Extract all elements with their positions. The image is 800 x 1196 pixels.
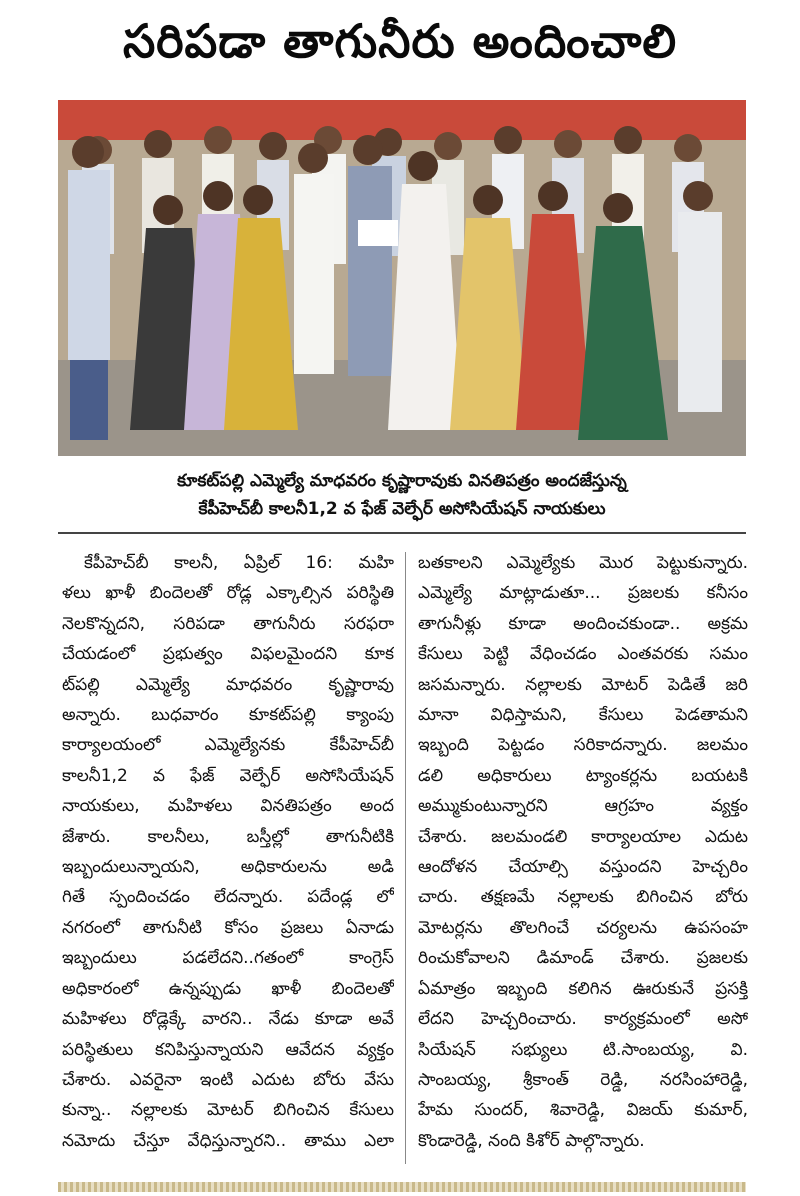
news-photo — [58, 100, 746, 456]
body-line: కార్యాలయంలో ఎమ్మెల్యేనకు కేపీహెచ్‌బీ — [62, 735, 394, 756]
body-line: సాంబయ్య, శ్రీకాంత్ రెడ్డి, నరసింహారెడ్డి, — [418, 1069, 748, 1090]
body-line: కాలనీ1,2 వ ఫేజ్ వెల్ఫేర్ అసోసియేషన్ — [62, 765, 394, 786]
headline: సరిపడా తాగునీరు అందించాలి — [122, 14, 678, 68]
body-line: లేదని హెచ్చరించారు. కార్యక్రమంలో అసో — [418, 1009, 748, 1030]
body-line: ఇబ్బందులు పడలేదని..గతంలో కాంగ్రెస్ — [62, 948, 394, 969]
body-line: గితే స్పందించడం లేదన్నారు. పదేండ్ల లో — [62, 887, 394, 908]
body-line: ఇబ్బంది పెట్టడం సరికాదన్నారు. జలమం — [418, 735, 748, 756]
body-line: కేపీహెచ్‌బీ కాలనీ, ఏప్రిల్ 16: మహి — [84, 553, 394, 573]
group-photo-icon — [58, 100, 746, 456]
body-line: చేశారు. ఎవరైనా ఇంటి ఎదుట బోరు వేసు — [62, 1069, 394, 1090]
body-line: సియేషన్ సభ్యులు టి.సాంబయ్య, వి. — [418, 1039, 748, 1060]
body-line: చేయడంలో ప్రభుత్వం విఫలమైందని కూక — [62, 644, 394, 665]
body-line: మహిళలు రోడ్లెక్కే వారని.. నేడు కూడా అవే — [62, 1009, 394, 1030]
body-line: నాయకులు, మహిళలు వినతిపత్రం అంద — [62, 796, 394, 817]
body-line: అన్నారు. బుధవారం కూకట్‌పల్లి క్యాంపు — [62, 705, 394, 726]
body-line: ఆందోళన చేయాల్సి వస్తుందని హెచ్చరిం — [418, 857, 748, 878]
body-line: అమ్ముకుంటున్నారని ఆగ్రహం వ్యక్తం — [418, 796, 748, 817]
photo-caption — [58, 458, 746, 534]
body-line: డలి అధికారులు ట్యాంకర్లను బయటకి — [418, 765, 748, 786]
body-line: హేమ సుందర్, శివారెడ్డి, విజయ్ కుమార్, — [418, 1100, 748, 1121]
body-line: కొండారెడ్డి, నంది కిశోర్ పాల్గొన్నారు. — [418, 1130, 645, 1151]
body-line: తాగునీళ్లు కూడా అందించకుండా.. అక్రమ — [418, 613, 748, 634]
body-line: జసమన్నారు. నల్లాలకు మోటర్ పెడితే జరి — [418, 674, 748, 695]
body-line: నగరంలో తాగునీటి కోసం ప్రజలు ఏనాడు — [62, 917, 394, 938]
petition-paper — [358, 220, 398, 246]
body-line: చేశారు. జలమండలి కార్యాలయాల ఎదుట — [418, 826, 748, 847]
body-line: ళలు ఖాళీ బిందెలతో రోడ్ల ఎక్కాల్సిన పరిస్థితి — [62, 583, 394, 604]
bottom-rule — [58, 1182, 746, 1192]
article-column-right — [418, 548, 748, 1168]
body-line: మానా విధిస్తామని, కేసులు పెడతామని — [418, 705, 748, 726]
body-line: కేసులు పెట్టి వేధించడం ఎంతవరకు సమం — [418, 644, 748, 665]
body-line: రించుకోవాలని డిమాండ్ చేశారు. ప్రజలకు — [418, 948, 748, 969]
body-line: మోటర్లను తొలగించే చర్యలను ఉపసంహ — [418, 917, 748, 938]
caption-line-1: కూకట్‌పల్లి ఎమ్మెల్యే మాధవరం కృష్ణారావుకు వినతిపత్రం అందజేస్తున్న — [177, 471, 627, 491]
body-line: ఇబ్బందులున్నాయని, అధికారులను అడి — [62, 857, 394, 878]
body-line: నెలకొన్నదని, సరిపడా తాగునీరు సరఫరా — [62, 613, 394, 634]
body-line: ట్‌పల్లి ఎమ్మెల్యే మాధవరం కృష్ణారావు — [62, 674, 394, 695]
body-line: బతకాలని ఎమ్మెల్యేకు మొర పెట్టుకున్నారు. — [418, 553, 748, 573]
body-line: నమోదు చేస్తూ వేధిస్తున్నారని.. తాము ఎలా — [62, 1130, 394, 1151]
body-line: జేశారు. కాలనీలు, బస్తీల్లో తాగునీటికి — [62, 826, 394, 847]
column-divider — [405, 552, 406, 1164]
body-line: చారు. తక్షణమే నల్లాలకు బిగించిన బోరు — [418, 887, 748, 908]
article-column-left — [62, 548, 394, 1168]
body-line: ఏమాత్రం ఇబ్బంది కలిగిన ఊరుకునే ప్రసక్తి — [418, 978, 748, 999]
caption-line-2: కేపీహెచ్‌బీ కాలనీ1,2 వ ఫేజ్ వెల్ఫేర్ అసోసియేషన్ నాయకులు — [198, 499, 606, 519]
body-line: ఎమ్మెల్యే మాట్లాడుతూ... ప్రజలకు కనీసం — [418, 583, 748, 604]
body-line: పరిస్థితులు కనిపిస్తున్నాయని ఆవేదన వ్యక్తం — [62, 1039, 394, 1060]
body-line: అధికారంలో ఉన్నప్పుడు ఖాళీ బిందెలతో — [62, 978, 394, 999]
body-line: కున్నా.. నల్లాలకు మోటర్ బిగించిన కేసులు — [62, 1100, 394, 1121]
